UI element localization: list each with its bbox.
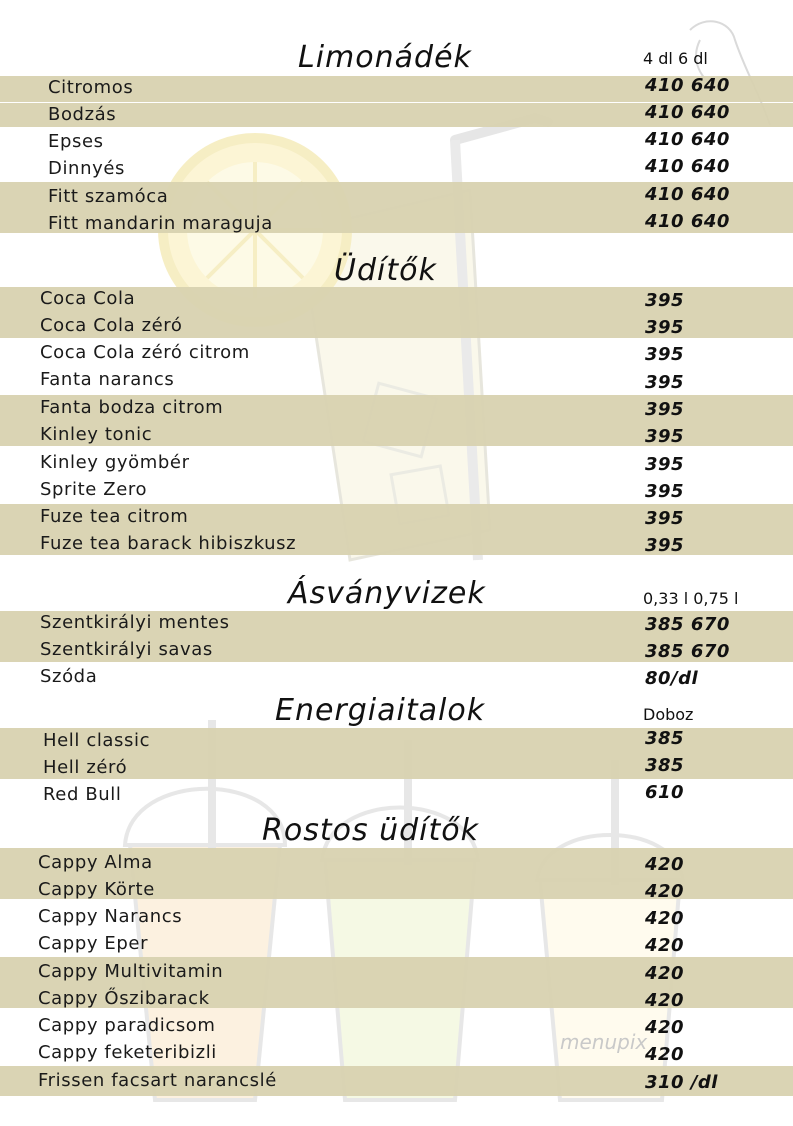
- menu-item-name: Frissen facsart narancslé: [38, 1070, 277, 1091]
- section-title-limonadek: Limonádék: [298, 40, 472, 75]
- menu-item-price: 395: [645, 535, 685, 556]
- menu-item-price: 420: [645, 854, 685, 875]
- menu-item-price: 395: [645, 426, 685, 447]
- menu-item-name: Cappy paradicsom: [38, 1015, 216, 1036]
- menu-item-price: 410 640: [645, 156, 730, 177]
- menu-item-price: 410 640: [645, 129, 730, 150]
- menu-item-price: 395: [645, 399, 685, 420]
- menu-item-name: Cappy Narancs: [38, 906, 183, 927]
- menu-item-name: Coca Cola: [40, 288, 136, 309]
- menu-item-name: Coca Cola zéró citrom: [40, 342, 250, 363]
- menu-item-name: Cappy feketeribizli: [38, 1042, 217, 1063]
- menu-item-price: 310 /dl: [645, 1072, 718, 1093]
- menu-item-price: 395: [645, 290, 685, 311]
- menu-item-name: Kinley tonic: [40, 424, 153, 445]
- menu-item-name: Szentkirályi savas: [40, 639, 213, 660]
- menu-item-name: Szóda: [40, 666, 98, 687]
- menu-item-price: 385: [645, 728, 685, 749]
- menu-item-price: 395: [645, 508, 685, 529]
- menu-item-name: Cappy Multivitamin: [38, 961, 224, 982]
- menu-item-name: Szentkirályi mentes: [40, 612, 230, 633]
- menu-item-name: Cappy Körte: [38, 879, 155, 900]
- menu-item-price: 385 670: [645, 641, 730, 662]
- section-title-asvanyvizek: Ásványvizek: [288, 576, 486, 611]
- menu-item-price: 420: [645, 908, 685, 929]
- menu-item-name: Fuze tea citrom: [40, 506, 189, 527]
- section-title-energiaitalok: Energiaitalok: [275, 693, 486, 728]
- menu-item-price: 395: [645, 317, 685, 338]
- section-title-rostos: Rostos üdítők: [262, 813, 479, 848]
- menu-item-name: Fanta narancs: [40, 369, 175, 390]
- menu-item-name: Fitt mandarin maraguja: [48, 213, 273, 234]
- menu-item-name: Red Bull: [43, 784, 122, 805]
- menu-item-name: Bodzás: [48, 104, 117, 125]
- menu-item-price: 385 670: [645, 614, 730, 635]
- menu-item-price: 395: [645, 372, 685, 393]
- menu-item-name: Fitt szamóca: [48, 186, 169, 207]
- menu-item-name: Hell zéró: [43, 757, 128, 778]
- menu-item-price: 395: [645, 481, 685, 502]
- menu-item-name: Sprite Zero: [40, 479, 148, 500]
- menu-item-name: Fuze tea barack hibiszkusz: [40, 533, 297, 554]
- column-header-volume: 0,33 l 0,75 l: [643, 589, 739, 608]
- section-title-uditok: Üdítők: [334, 253, 437, 288]
- menu-item-name: Cappy Őszibarack: [38, 988, 210, 1009]
- menu-item-name: Citromos: [48, 77, 134, 98]
- menu-item-name: Dinnyés: [48, 158, 125, 179]
- column-header-doboz: Doboz: [643, 705, 694, 724]
- menu-item-name: Cappy Eper: [38, 933, 149, 954]
- menu-item-price: 395: [645, 454, 685, 475]
- menu-item-price: 80/dl: [645, 668, 699, 689]
- menu-item-name: Epses: [48, 131, 104, 152]
- menu-item-name: Cappy Alma: [38, 852, 153, 873]
- menu-item-name: Fanta bodza citrom: [40, 397, 224, 418]
- menu-item-price: 610: [645, 782, 685, 803]
- menu-item-price: 420: [645, 990, 685, 1011]
- menu-item-name: Hell classic: [43, 730, 151, 751]
- menu-item-price: 410 640: [645, 211, 730, 232]
- menu-item-price: 420: [645, 1017, 685, 1038]
- menu-item-name: Coca Cola zéró: [40, 315, 183, 336]
- menu-item-price: 385: [645, 755, 685, 776]
- menu-item-price: 420: [645, 963, 685, 984]
- menu-item-price: 410 640: [645, 102, 730, 123]
- menu-item-price: 410 640: [645, 75, 730, 96]
- menu-item-price: 420: [645, 881, 685, 902]
- menu-item-price: 395: [645, 344, 685, 365]
- menu-item-price: 420: [645, 1044, 685, 1065]
- column-header-volume: 4 dl 6 dl: [643, 49, 708, 68]
- menu-item-name: Kinley gyömbér: [40, 452, 190, 473]
- watermark: menupix: [560, 1030, 648, 1054]
- menu-item-price: 420: [645, 935, 685, 956]
- menu-item-price: 410 640: [645, 184, 730, 205]
